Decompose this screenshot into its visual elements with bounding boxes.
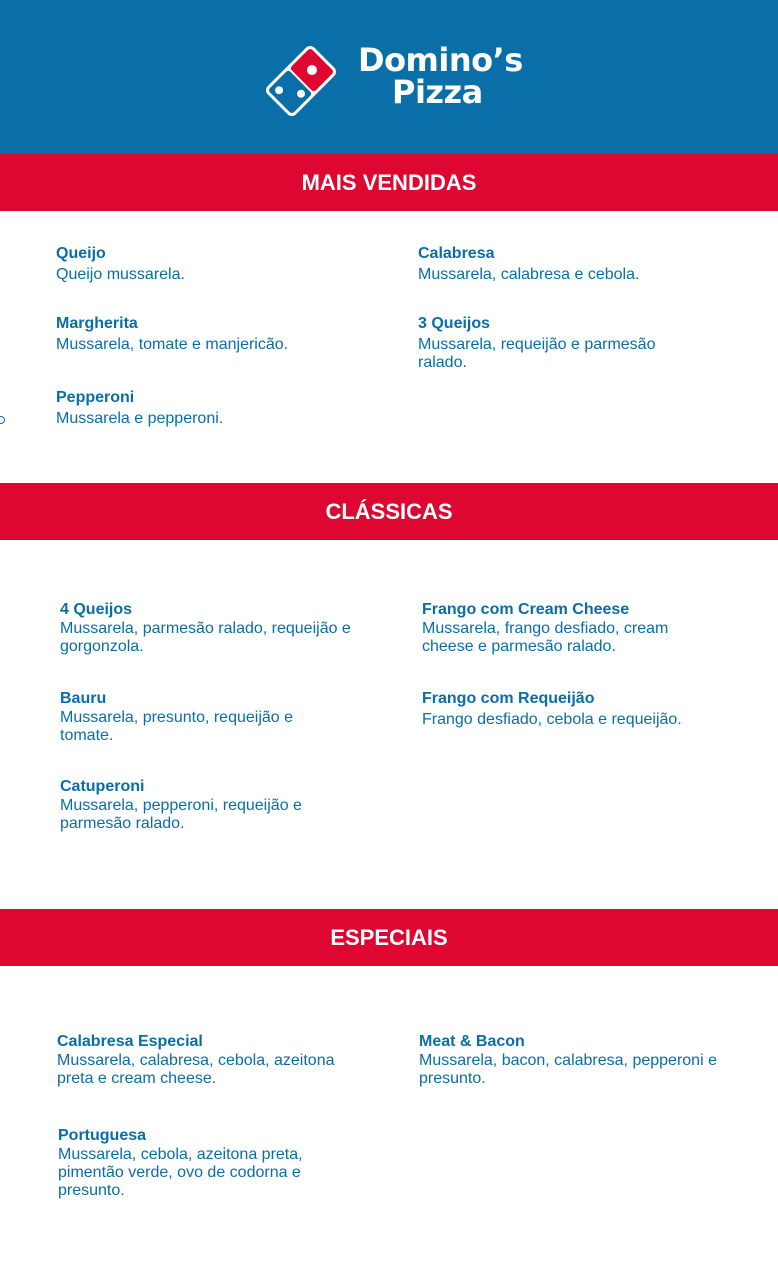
domino-tile-icon <box>258 40 344 122</box>
item-desc: Mussarela, cebola, azeitona preta, pimentão verde, ovo de codorna e presunto. <box>58 1146 303 1199</box>
item-desc: Mussarela, requeijão e parmesão ralado. <box>418 336 656 371</box>
item-name: Frango com Cream Cheese <box>422 601 630 618</box>
menu-item <box>418 315 708 372</box>
menu-item <box>422 601 722 656</box>
item-name: Margherita <box>56 315 138 332</box>
item-desc: Mussarela, parmesão ralado, requeijão e gorgonzola. <box>60 620 351 655</box>
menu-item <box>60 690 320 745</box>
section-title-mais-vendidas: MAIS VENDIDAS <box>0 154 778 211</box>
menu-item <box>418 245 708 284</box>
item-desc: Mussarela, pepperoni, requeijão e parmesão ralado. <box>60 797 302 832</box>
item-desc: Queijo mussarela. <box>56 266 185 283</box>
item-name: Queijo <box>56 245 106 262</box>
menu-item <box>419 1033 749 1088</box>
item-name: Meat & Bacon <box>419 1033 525 1050</box>
menu-item <box>422 690 752 729</box>
menu-item <box>56 389 376 428</box>
item-desc: Mussarela, calabresa e cebola. <box>418 266 640 283</box>
item-name: 4 Queijos <box>60 601 133 618</box>
item-name: Bauru <box>60 690 107 707</box>
item-desc: Mussarela e pepperoni. <box>56 410 224 427</box>
menu-item <box>56 315 376 354</box>
item-desc: Mussarela, presunto, requeijão e tomate. <box>60 709 294 744</box>
brand-name <box>358 41 523 111</box>
item-desc: Mussarela, frango desfiado, cream cheese e parmesão ralado. <box>422 620 669 655</box>
item-name: Pepperoni <box>56 389 135 406</box>
item-name: Frango com Requeijão <box>422 690 595 707</box>
menu-item <box>57 1033 375 1088</box>
brand-line2: Pizza <box>392 73 483 111</box>
item-name: Catuperoni <box>60 778 145 795</box>
item-name: Calabresa <box>418 245 495 262</box>
brand-line1: Domino’s <box>358 41 523 79</box>
item-name: Portuguesa <box>58 1127 147 1144</box>
item-name: 3 Queijos <box>418 315 491 332</box>
menu-item <box>56 245 376 284</box>
item-desc: Mussarela, calabresa, cebola, azeitona preta e cream cheese. <box>57 1052 335 1087</box>
item-desc: Mussarela, bacon, calabresa, pepperoni e presunto. <box>419 1052 717 1087</box>
menu-item <box>60 778 350 833</box>
carousel-edge-indicator <box>0 416 5 424</box>
section-title-especiais: ESPECIAIS <box>0 909 778 966</box>
menu-item <box>60 601 378 656</box>
item-name: Calabresa Especial <box>57 1033 203 1050</box>
item-desc: Mussarela, tomate e manjericão. <box>56 336 289 353</box>
menu-item <box>58 1127 343 1200</box>
header <box>0 0 778 154</box>
section-title-classicas: CLÁSSICAS <box>0 483 778 540</box>
item-desc: Frango desfiado, cebola e requeijão. <box>422 711 682 728</box>
